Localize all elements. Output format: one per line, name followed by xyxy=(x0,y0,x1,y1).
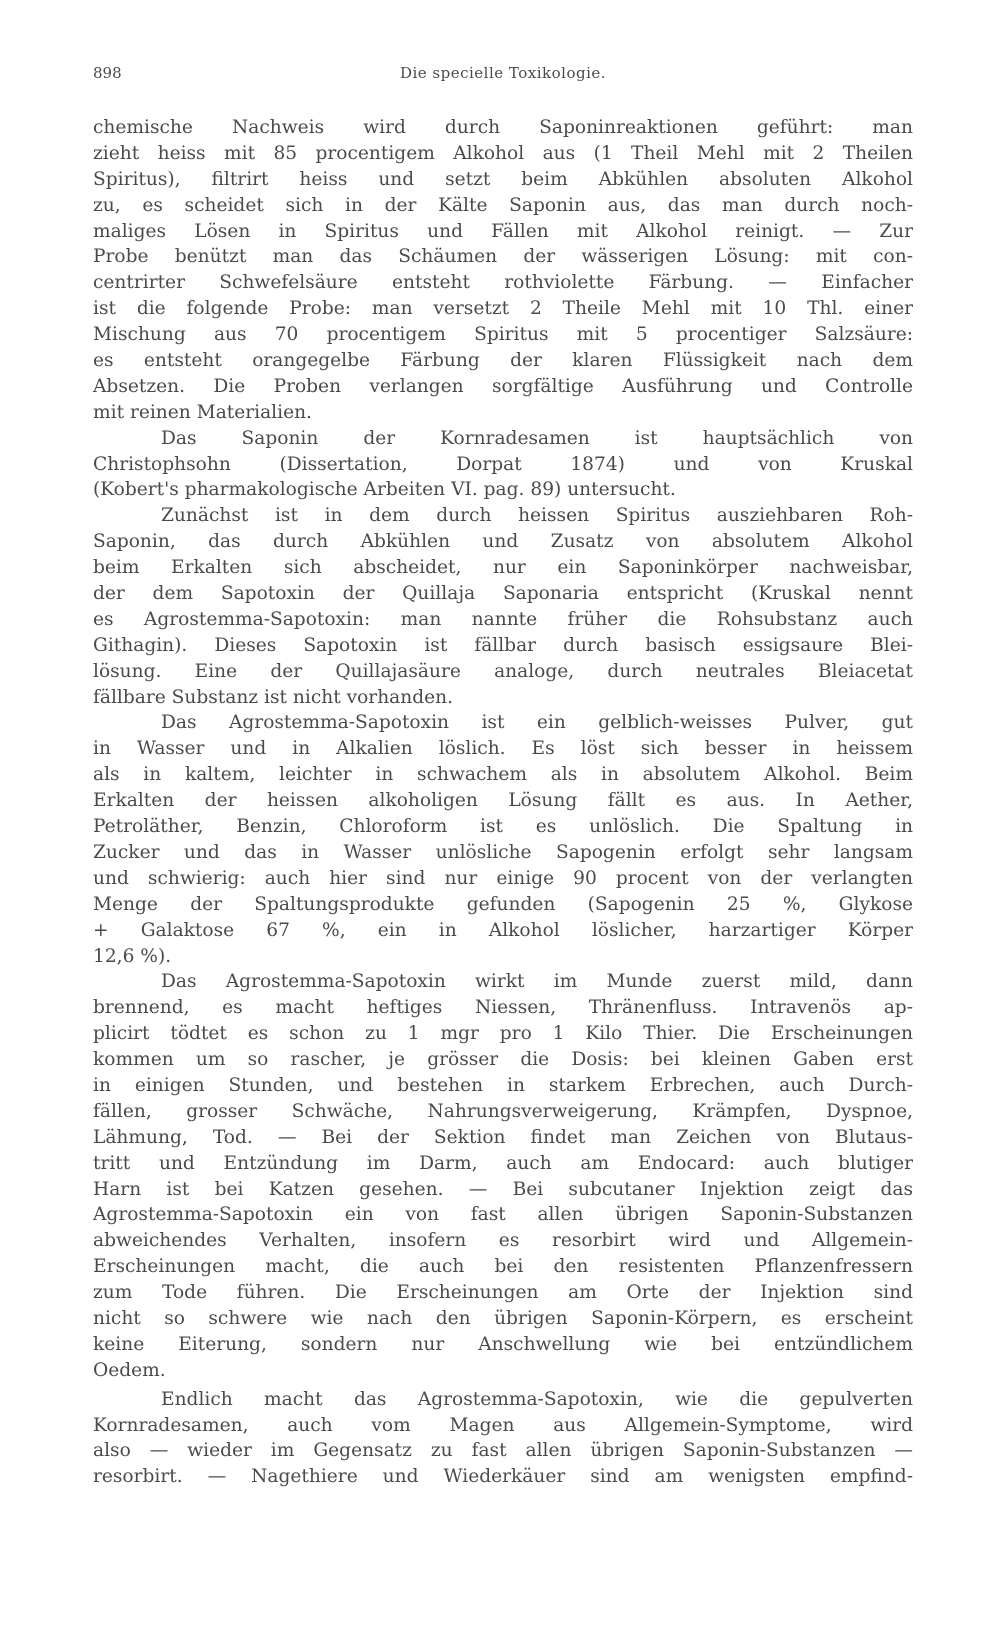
body-text xyxy=(93,115,913,1490)
text-line: es Agrostemma-Sapotoxin: man nannte früher die Rohsubstanz auch xyxy=(93,608,913,630)
text-line: Zunächst ist in dem durch heissen Spiritus ausziehbaren Roh- xyxy=(161,505,913,527)
text-line: zum Tode führen. Die Erscheinungen am Orte der Injektion sind xyxy=(93,1282,913,1304)
page-number: 898 xyxy=(93,64,122,82)
text-line: Endlich macht das Agrostemma-Sapotoxin, wie die gepulverten xyxy=(161,1388,913,1410)
text-line: brennend, es macht heftiges Niessen, Thränenfluss. Intravenös ap- xyxy=(93,997,913,1019)
text-line: der dem Sapotoxin der Quillaja Saponaria entspricht (Kruskal nennt xyxy=(93,583,913,605)
text-line: in Wasser und in Alkalien löslich. Es löst sich besser in heissem xyxy=(93,738,913,760)
text-line: 12,6 %). xyxy=(93,945,172,967)
text-line: chemische Nachweis wird durch Saponinreaktionen geführt: man xyxy=(93,117,913,138)
text-line: als in kaltem, leichter in schwachem als in absolutem Alkohol. Beim xyxy=(93,764,913,786)
text-line: Githagin). Dieses Sapotoxin ist fällbar durch basisch essigsaure Blei- xyxy=(93,634,913,656)
text-line: keine Eiterung, sondern nur Anschwellung wie bei entzündlichem xyxy=(93,1333,913,1355)
text-line: Das Agrostemma-Sapotoxin wirkt im Munde zuerst mild, dann xyxy=(161,971,913,993)
text-line: Saponin, das durch Abkühlen und Zusatz von absolutem Alkohol xyxy=(93,531,913,553)
text-line: Zucker und das in Wasser unlösliche Sapogenin erfolgt sehr langsam xyxy=(93,841,913,863)
text-line: Kornradesamen, auch vom Magen aus Allgemein-Symptome, wird xyxy=(93,1414,913,1436)
running-head: Die specielle Toxikologie. xyxy=(399,64,607,82)
page-header xyxy=(93,64,913,88)
text-line: + Galaktose 67 %, ein in Alkohol löslicher, harzartiger Körper xyxy=(93,919,913,941)
text-line: fällen, grosser Schwäche, Nahrungsverweigerung, Krämpfen, Dyspnoe, xyxy=(93,1100,913,1122)
text-line: beim Erkalten sich abscheidet, nur ein Saponinkörper nachweisbar, xyxy=(93,557,913,579)
text-line: resorbirt. — Nagethiere und Wiederkäuer sind am wenigsten empfind- xyxy=(93,1466,913,1488)
text-line: Das Agrostemma-Sapotoxin ist ein gelblich-weisses Pulver, gut xyxy=(161,712,913,734)
text-line: Absetzen. Die Proben verlangen sorgfältige Ausführung und Controlle xyxy=(93,375,913,397)
text-line: lösung. Eine der Quillajasäure analoge, durch neutrales Bleiacetat xyxy=(93,660,913,682)
text-line: Menge der Spaltungsprodukte gefunden (Sapogenin 25 %, Glykose xyxy=(93,893,913,915)
text-line: es entsteht orangegelbe Färbung der klaren Flüssigkeit nach dem xyxy=(93,350,913,372)
text-line: fällbare Substanz ist nicht vorhanden. xyxy=(93,686,454,708)
text-line: zieht heiss mit 85 procentigem Alkohol aus (1 Theil Mehl mit 2 Theilen xyxy=(93,142,913,164)
text-line: Probe benützt man das Schäumen der wässerigen Lösung: mit con- xyxy=(93,246,913,268)
text-line: Erkalten der heissen alkoholigen Lösung fällt es aus. In Aether, xyxy=(93,790,913,812)
text-line: nicht so schwere wie nach den übrigen Saponin-Körpern, es erscheint xyxy=(93,1307,913,1329)
text-line: Das Saponin der Kornradesamen ist hauptsächlich von xyxy=(161,427,913,449)
text-line: und schwierig: auch hier sind nur einige 90 procent von der verlangten xyxy=(93,867,913,889)
text-line: Erscheinungen macht, die auch bei den resistenten Pflanzenfressern xyxy=(93,1256,913,1278)
text-line: Lähmung, Tod. — Bei der Sektion findet man Zeichen von Blutaus- xyxy=(93,1126,913,1148)
text-line: plicirt tödtet es schon zu 1 mgr pro 1 Kilo Thier. Die Erscheinungen xyxy=(93,1023,913,1045)
text-line: centrirter Schwefelsäure entsteht rothviolette Färbung. — Einfacher xyxy=(93,272,913,294)
text-line: ist die folgende Probe: man versetzt 2 Theile Mehl mit 10 Thl. einer xyxy=(93,298,913,320)
text-line: maliges Lösen in Spiritus und Fällen mit Alkohol reinigt. — Zur xyxy=(93,220,913,242)
text-line: (Kobert's pharmakologische Arbeiten VI. pag. 89) untersucht. xyxy=(93,479,676,501)
text-line: Oedem. xyxy=(93,1359,166,1381)
text-line: in einigen Stunden, und bestehen in starkem Erbrechen, auch Durch- xyxy=(93,1074,913,1096)
text-line: abweichendes Verhalten, insofern es resorbirt wird und Allgemein- xyxy=(93,1230,913,1252)
text-line: Petroläther, Benzin, Chloroform ist es unlöslich. Die Spaltung in xyxy=(93,816,913,838)
text-line: tritt und Entzündung im Darm, auch am Endocard: auch blutiger xyxy=(93,1152,913,1174)
text-line: Harn ist bei Katzen gesehen. — Bei subcutaner Injektion zeigt das xyxy=(93,1178,913,1200)
text-line: mit reinen Materialien. xyxy=(93,401,312,423)
text-line: zu, es scheidet sich in der Kälte Saponin aus, das man durch noch- xyxy=(93,194,913,216)
text-line: Agrostemma-Sapotoxin ein von fast allen übrigen Saponin-Substanzen xyxy=(93,1204,913,1226)
text-line: Mischung aus 70 procentigem Spiritus mit 5 procentiger Salzsäure: xyxy=(93,324,913,346)
text-line: also — wieder im Gegensatz zu fast allen übrigen Saponin-Substanzen — xyxy=(93,1440,913,1462)
text-line: kommen um so rascher, je grösser die Dosis: bei kleinen Gaben erst xyxy=(93,1049,913,1071)
text-line: Christophsohn (Dissertation, Dorpat 1874) und von Kruskal xyxy=(93,453,913,475)
text-line: Spiritus), filtrirt heiss und setzt beim Abkühlen absoluten Alkohol xyxy=(93,168,913,190)
